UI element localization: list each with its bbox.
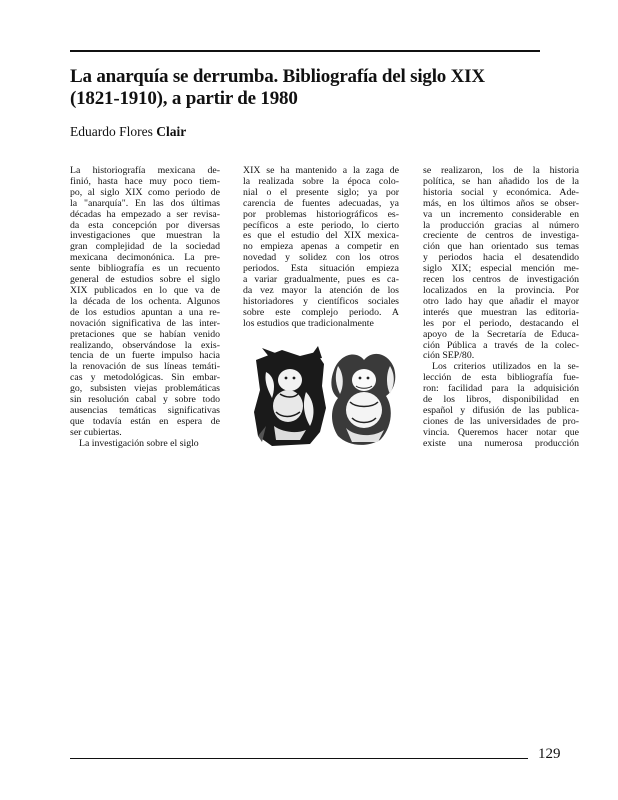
text-line: novedad y solidez con los otros	[243, 252, 399, 264]
text-line: los estudios que tradicionalmente	[243, 317, 374, 329]
text-line: la producción gracias al número	[423, 219, 579, 231]
bottom-rule	[70, 758, 528, 759]
text-line: de los estudios apuntan a una re-	[70, 306, 220, 318]
text-line: de los libros, disponibilidad en	[423, 394, 579, 406]
text-line: novación significativa de las inter-	[70, 317, 220, 329]
text-line: Los criterios utilizados en la se-	[432, 361, 579, 373]
page-number: 129	[538, 746, 561, 762]
text-line: XIX publicados en lo que va de	[70, 284, 220, 296]
text-line: lección de esta bibliografía fue-	[423, 372, 579, 384]
text-line: sin resolución cabal y sobre todo	[70, 394, 220, 406]
text-line: nial o el presente siglo; ya por	[243, 186, 399, 198]
text-line: La investigación sobre el siglo	[79, 437, 199, 449]
text-line: interés que muestran las editoria-	[423, 306, 579, 318]
text-line: finió, hasta hace muy poco tiem-	[70, 175, 220, 187]
text-line: la década de los ochenta. Algunos	[70, 295, 220, 307]
text-line: investigaciones que muestran la	[70, 230, 220, 242]
text-line: vincia. Queremos hacer notar que	[423, 426, 579, 438]
text-column-1	[70, 166, 220, 450]
text-column-3	[423, 166, 579, 450]
text-line: go, subsisten viejas problemáticas	[70, 383, 220, 395]
text-line: existe una numerosa producción	[423, 437, 579, 449]
author-surname: Clair	[156, 124, 187, 139]
text-line: La historiografía mexicana de-	[70, 165, 220, 176]
author-byline	[70, 124, 186, 140]
text-line: décadas ha empezado a ser revisa-	[70, 208, 220, 220]
text-line: general de estudios sobre el siglo	[70, 274, 220, 286]
text-line: la renovación de sus líneas temáti-	[70, 361, 220, 373]
text-line: da vez mayor la atención de los	[243, 284, 399, 296]
text-line: les por el periodo, destacando el	[423, 317, 579, 329]
text-line: pretaciones que se habían venido	[70, 328, 220, 340]
title-line-2: (1821-1910), a partir de 1980	[70, 88, 298, 109]
text-line: XIX se ha mantenido a la zaga de	[243, 165, 399, 176]
text-line: ron: facilidad para la adquisición	[423, 383, 579, 395]
text-line: va un incremento considerable en	[423, 208, 579, 220]
text-line: tencia de un fuerte impulso hacia	[70, 350, 220, 362]
text-line: ausencias temáticas significativas	[70, 404, 220, 416]
text-line: creciente de centros de investiga-	[423, 230, 579, 242]
text-line: apoyo de la Secretaría de Educa-	[423, 328, 579, 340]
left-cherub	[254, 346, 326, 446]
cherubs-illustration	[252, 346, 400, 448]
text-line: recen los centros de investigación	[423, 274, 579, 286]
text-line: ción Pública a través de la colec-	[423, 339, 579, 351]
right-cherub	[331, 354, 395, 445]
text-line: sente bibliografía es un recuento	[70, 263, 220, 275]
text-line: ción que han orientado sus temas	[423, 241, 579, 253]
text-line: sobre este complejo periodo. A	[243, 306, 399, 318]
text-line: carencia de fuentes adecuadas, ya	[243, 197, 399, 209]
text-line: la "anarquía". En las dos últimas	[70, 197, 220, 209]
text-line: otro lado hay que añadir el mayor	[423, 295, 579, 307]
text-line: la realizada sobre la época colo-	[243, 175, 399, 187]
text-column-2	[243, 166, 399, 330]
text-line: ser cubiertas.	[70, 426, 122, 438]
article-title	[70, 66, 540, 110]
text-line: que todavía están en espera de	[70, 415, 220, 427]
text-line: localizados en la provincia. Por	[423, 284, 579, 296]
text-line: pecíficos a este periodo, lo cierto	[243, 219, 399, 231]
text-line: cas y metodológicas. Sin embar-	[70, 372, 220, 384]
text-line: y periodos hacia el desatendido	[423, 252, 579, 264]
text-line: historiadores y científicos sociales	[243, 295, 399, 307]
text-line: política, se han añadido los de la	[423, 175, 579, 187]
text-line: español y difusión de las publica-	[423, 404, 579, 416]
text-line: da esta concepción por diversas	[70, 219, 220, 231]
text-line: historia social y económica. Ade-	[423, 186, 579, 198]
top-rule	[70, 50, 540, 52]
text-line: po, al siglo XIX como periodo de	[70, 186, 220, 198]
cherubs-engraving-icon	[252, 346, 400, 448]
text-line: es que el estudio del XIX mexica-	[243, 230, 399, 242]
author-given-name: Eduardo Flores	[70, 124, 153, 139]
text-line: ción SEP/80.	[423, 350, 475, 362]
text-line: se realizaron, los de la historia	[423, 165, 579, 176]
text-line: gran complejidad de la sociedad	[70, 241, 220, 253]
text-line: por problemas historiográficos es-	[243, 208, 399, 220]
text-line: a variar gradualmente, pues es ca-	[243, 274, 399, 286]
text-line: ciones de las universidades de pro-	[423, 415, 579, 427]
text-line: siglo XIX; especial mención me-	[423, 263, 579, 275]
text-line: realizando, observándose la exis-	[70, 339, 220, 351]
text-line: más, en los últimos años se obser-	[423, 197, 579, 209]
text-line: periodos. Esta situación empieza	[243, 263, 399, 275]
text-line: no empieza apenas a competir en	[243, 241, 399, 253]
title-line-1: La anarquía se derrumba. Bibliografía del siglo XIX	[70, 66, 485, 87]
text-line: mexicana decimonónica. La pre-	[70, 252, 220, 264]
